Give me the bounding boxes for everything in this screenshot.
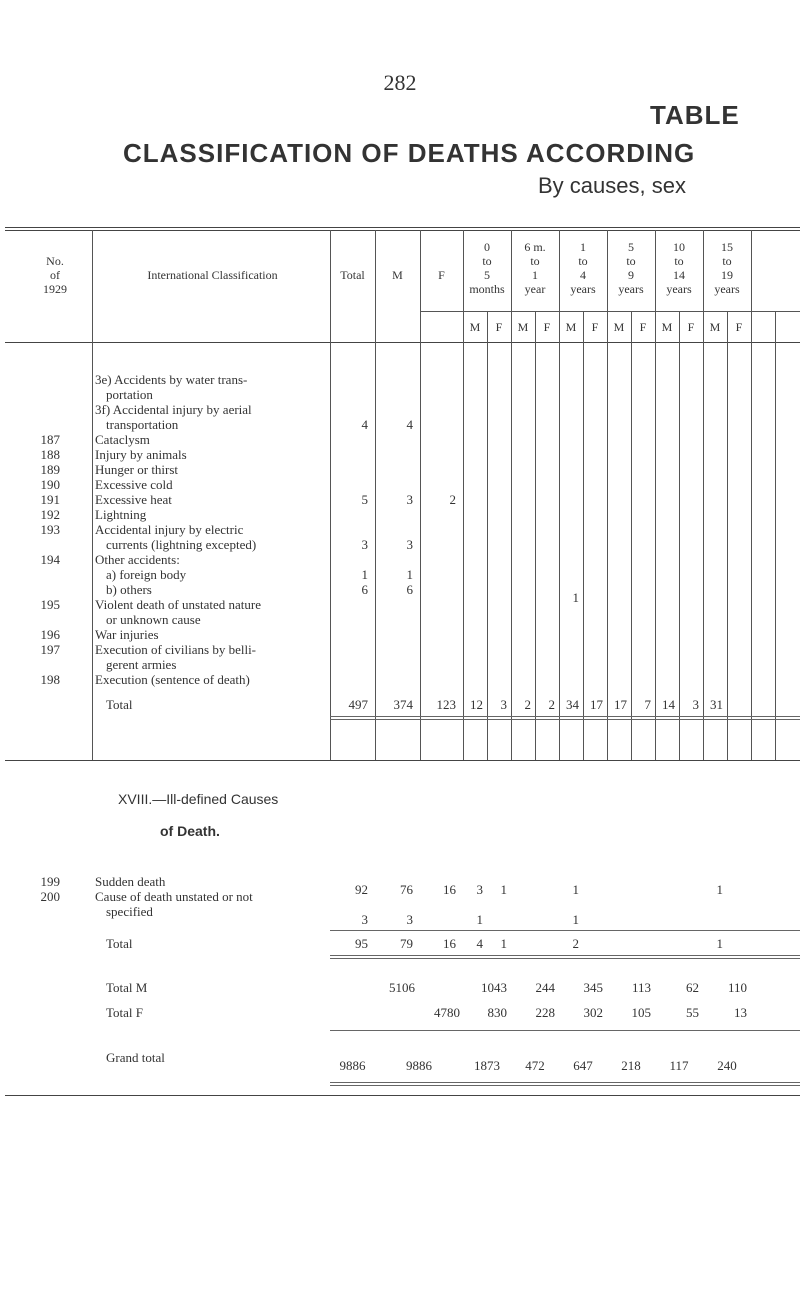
sub-m: M <box>565 320 577 334</box>
row-number: 194 <box>40 552 60 567</box>
cell-total: 4 <box>361 417 368 432</box>
row-label: War injuries <box>95 627 159 642</box>
summary-age: 345 <box>583 980 603 995</box>
sub-f: F <box>495 320 503 334</box>
cell-age: 1 <box>572 912 579 927</box>
total-age: 1 <box>716 936 723 951</box>
table-title: CLASSIFICATION OF DEATHS ACCORDING <box>123 138 696 168</box>
total-label: Total <box>106 697 133 712</box>
row-label: specified <box>106 904 153 919</box>
col-divider <box>727 311 728 760</box>
top-rule-double <box>5 230 800 231</box>
summary-age: 830 <box>487 1005 507 1020</box>
header-bottom-rule <box>5 342 800 343</box>
row-number: 191 <box>40 492 60 507</box>
cell-total: 3 <box>361 537 368 552</box>
total-m: 374 <box>393 697 413 712</box>
summary-age: 13 <box>734 1005 747 1020</box>
grand-total-age: 1873 <box>474 1058 500 1073</box>
total-value: 95 <box>355 936 368 951</box>
total-rule <box>330 719 800 720</box>
row-number: 197 <box>40 642 60 657</box>
total-rule <box>330 955 800 956</box>
top-rule <box>5 227 800 228</box>
summary-age: 302 <box>583 1005 603 1020</box>
grand-total-age: 218 <box>621 1058 641 1073</box>
summary-rule <box>330 1030 800 1031</box>
col-divider <box>559 230 560 760</box>
total-age: 2 <box>548 697 555 712</box>
cell-age: 1 <box>716 882 723 897</box>
col-divider <box>751 230 752 760</box>
col-divider <box>535 311 536 760</box>
row-label: 3e) Accidents by water trans- <box>95 372 248 387</box>
row-label: Sudden death <box>95 874 166 889</box>
grand-total-age: 472 <box>525 1058 545 1073</box>
page-bottom-rule <box>5 1095 800 1096</box>
row-label: or unknown cause <box>106 612 201 627</box>
row-label: gerent armies <box>106 657 177 672</box>
total-label: Total <box>106 936 133 951</box>
subtotal-rule <box>330 930 800 931</box>
total-age: 17 <box>614 697 627 712</box>
cell-age: 1 <box>572 590 579 605</box>
cell-age: 3 <box>476 882 483 897</box>
row-label: Execution (sentence of death) <box>95 672 250 687</box>
row-number: 193 <box>40 522 60 537</box>
row-number: 188 <box>40 447 60 462</box>
summary-age: 62 <box>686 980 699 995</box>
header-m: M <box>392 268 403 282</box>
row-label: b) others <box>106 582 152 597</box>
row-label: Accidental injury by electric <box>95 522 244 537</box>
total-m: 79 <box>400 936 413 951</box>
row-label: Other accidents: <box>95 552 180 567</box>
sub-m: M <box>469 320 481 334</box>
total-rule <box>330 958 800 959</box>
grand-total-label: Grand total <box>106 1050 165 1065</box>
total-f-value: 4780 <box>434 1005 460 1020</box>
header-age-2: 1 to 4 years <box>570 240 596 296</box>
total-m-label: Total M <box>106 980 148 995</box>
cell-m: 3 <box>406 912 413 927</box>
sub-f: F <box>591 320 599 334</box>
row-label: transportation <box>106 417 179 432</box>
header-no: No. of 1929 <box>43 254 67 296</box>
total-f: 123 <box>436 697 456 712</box>
grand-total-rule <box>330 1085 800 1086</box>
summary-age: 113 <box>631 980 651 995</box>
col-divider <box>487 311 488 760</box>
cell-m: 6 <box>406 582 413 597</box>
cell-total: 6 <box>361 582 368 597</box>
header-age-0: 0 to 5 months <box>469 240 505 296</box>
grand-total-age: 240 <box>717 1058 737 1073</box>
header-age-3: 5 to 9 years <box>618 240 644 296</box>
cell-m: 3 <box>406 537 413 552</box>
row-label: currents (lightning excepted) <box>106 537 257 552</box>
cell-total: 5 <box>361 492 368 507</box>
header-total: Total <box>340 268 365 282</box>
row-label: Excessive heat <box>95 492 172 507</box>
total-age: 14 <box>662 697 675 712</box>
col-divider <box>631 311 632 760</box>
col-divider <box>607 230 608 760</box>
row-label: Lightning <box>95 507 147 522</box>
total-value: 497 <box>348 697 368 712</box>
cell-f: 16 <box>443 882 456 897</box>
cell-m: 4 <box>406 417 413 432</box>
section-heading: XVIII.—Ill-defined Causes <box>118 791 279 807</box>
summary-age: 105 <box>631 1005 651 1020</box>
row-label: 3f) Accidental injury by aerial <box>95 402 252 417</box>
table-label: TABLE <box>650 100 740 130</box>
row-number: 187 <box>40 432 60 447</box>
row-number: 199 <box>40 874 60 889</box>
cell-total: 1 <box>361 567 368 582</box>
row-label: Execution of civilians by belli- <box>95 642 257 657</box>
grand-total-age: 647 <box>573 1058 593 1073</box>
sub-m: M <box>661 320 673 334</box>
table-subtitle: By causes, sex <box>538 173 686 198</box>
total-age: 34 <box>566 697 579 712</box>
header-age-1: 6 m. to 1 year <box>524 240 546 296</box>
grand-total-mf: 9886 <box>406 1058 432 1073</box>
subheader-rule <box>420 311 800 312</box>
total-age: 7 <box>644 697 651 712</box>
header-classification: International Classification <box>147 268 278 282</box>
row-number: 198 <box>40 672 60 687</box>
sub-m: M <box>613 320 625 334</box>
total-age: 1 <box>500 936 507 951</box>
total-age: 2 <box>572 936 579 951</box>
total-m-value: 5106 <box>389 980 415 995</box>
total-f-label: Total F <box>106 1005 144 1020</box>
total-age: 17 <box>590 697 603 712</box>
row-number: 189 <box>40 462 60 477</box>
summary-age: 228 <box>535 1005 555 1020</box>
cell-age: 1 <box>476 912 483 927</box>
sub-f: F <box>543 320 551 334</box>
header-f: F <box>438 268 445 282</box>
total-age: 12 <box>470 697 483 712</box>
col-divider <box>463 230 464 760</box>
total-age: 31 <box>710 697 723 712</box>
total-age: 4 <box>476 936 483 951</box>
sub-f: F <box>735 320 743 334</box>
row-label: Injury by animals <box>95 447 187 462</box>
grand-total-rule <box>330 1082 800 1083</box>
col-divider <box>703 230 704 760</box>
col-divider <box>511 230 512 760</box>
row-label: a) foreign body <box>106 567 187 582</box>
row-label: Cataclysm <box>95 432 150 447</box>
total-f: 16 <box>443 936 456 951</box>
row-number: 190 <box>40 477 60 492</box>
total-age: 2 <box>524 697 531 712</box>
sub-m: M <box>517 320 529 334</box>
section-heading-2: of Death. <box>160 823 220 839</box>
row-label: portation <box>106 387 153 402</box>
col-divider <box>679 311 680 760</box>
row-label: Hunger or thirst <box>95 462 179 477</box>
cell-age: 1 <box>500 882 507 897</box>
summary-age: 110 <box>727 980 747 995</box>
summary-age: 55 <box>686 1005 699 1020</box>
row-number: 200 <box>40 889 60 904</box>
grand-total-value: 9886 <box>339 1058 366 1073</box>
cell-m: 76 <box>400 882 413 897</box>
total-age: 3 <box>500 697 507 712</box>
col-divider <box>775 311 776 760</box>
summary-age: 244 <box>535 980 555 995</box>
sub-f: F <box>687 320 695 334</box>
cell-age: 1 <box>572 882 579 897</box>
header-age-4: 10 to 14 years <box>666 240 692 296</box>
col-divider <box>92 230 93 760</box>
row-number: 196 <box>40 627 60 642</box>
bottom-rule <box>5 760 800 761</box>
total-rule <box>330 716 800 717</box>
row-label: Cause of death unstated or not <box>95 889 253 904</box>
row-label: Violent death of unstated nature <box>95 597 261 612</box>
cell-m: 1 <box>406 567 413 582</box>
sub-m: M <box>709 320 721 334</box>
total-age: 3 <box>692 697 699 712</box>
row-label: Excessive cold <box>95 477 173 492</box>
cell-f: 2 <box>449 492 456 507</box>
sub-f: F <box>639 320 647 334</box>
row-number: 195 <box>40 597 60 612</box>
row-number: 192 <box>40 507 60 522</box>
col-divider <box>655 230 656 760</box>
page-number: 282 <box>383 70 417 95</box>
cell-total: 3 <box>361 912 368 927</box>
header-age-5: 15 to 19 years <box>714 240 740 296</box>
summary-age: 1043 <box>481 980 507 995</box>
col-divider <box>583 311 584 760</box>
grand-total-age: 117 <box>669 1058 689 1073</box>
cell-total: 92 <box>355 882 368 897</box>
cell-m: 3 <box>406 492 413 507</box>
